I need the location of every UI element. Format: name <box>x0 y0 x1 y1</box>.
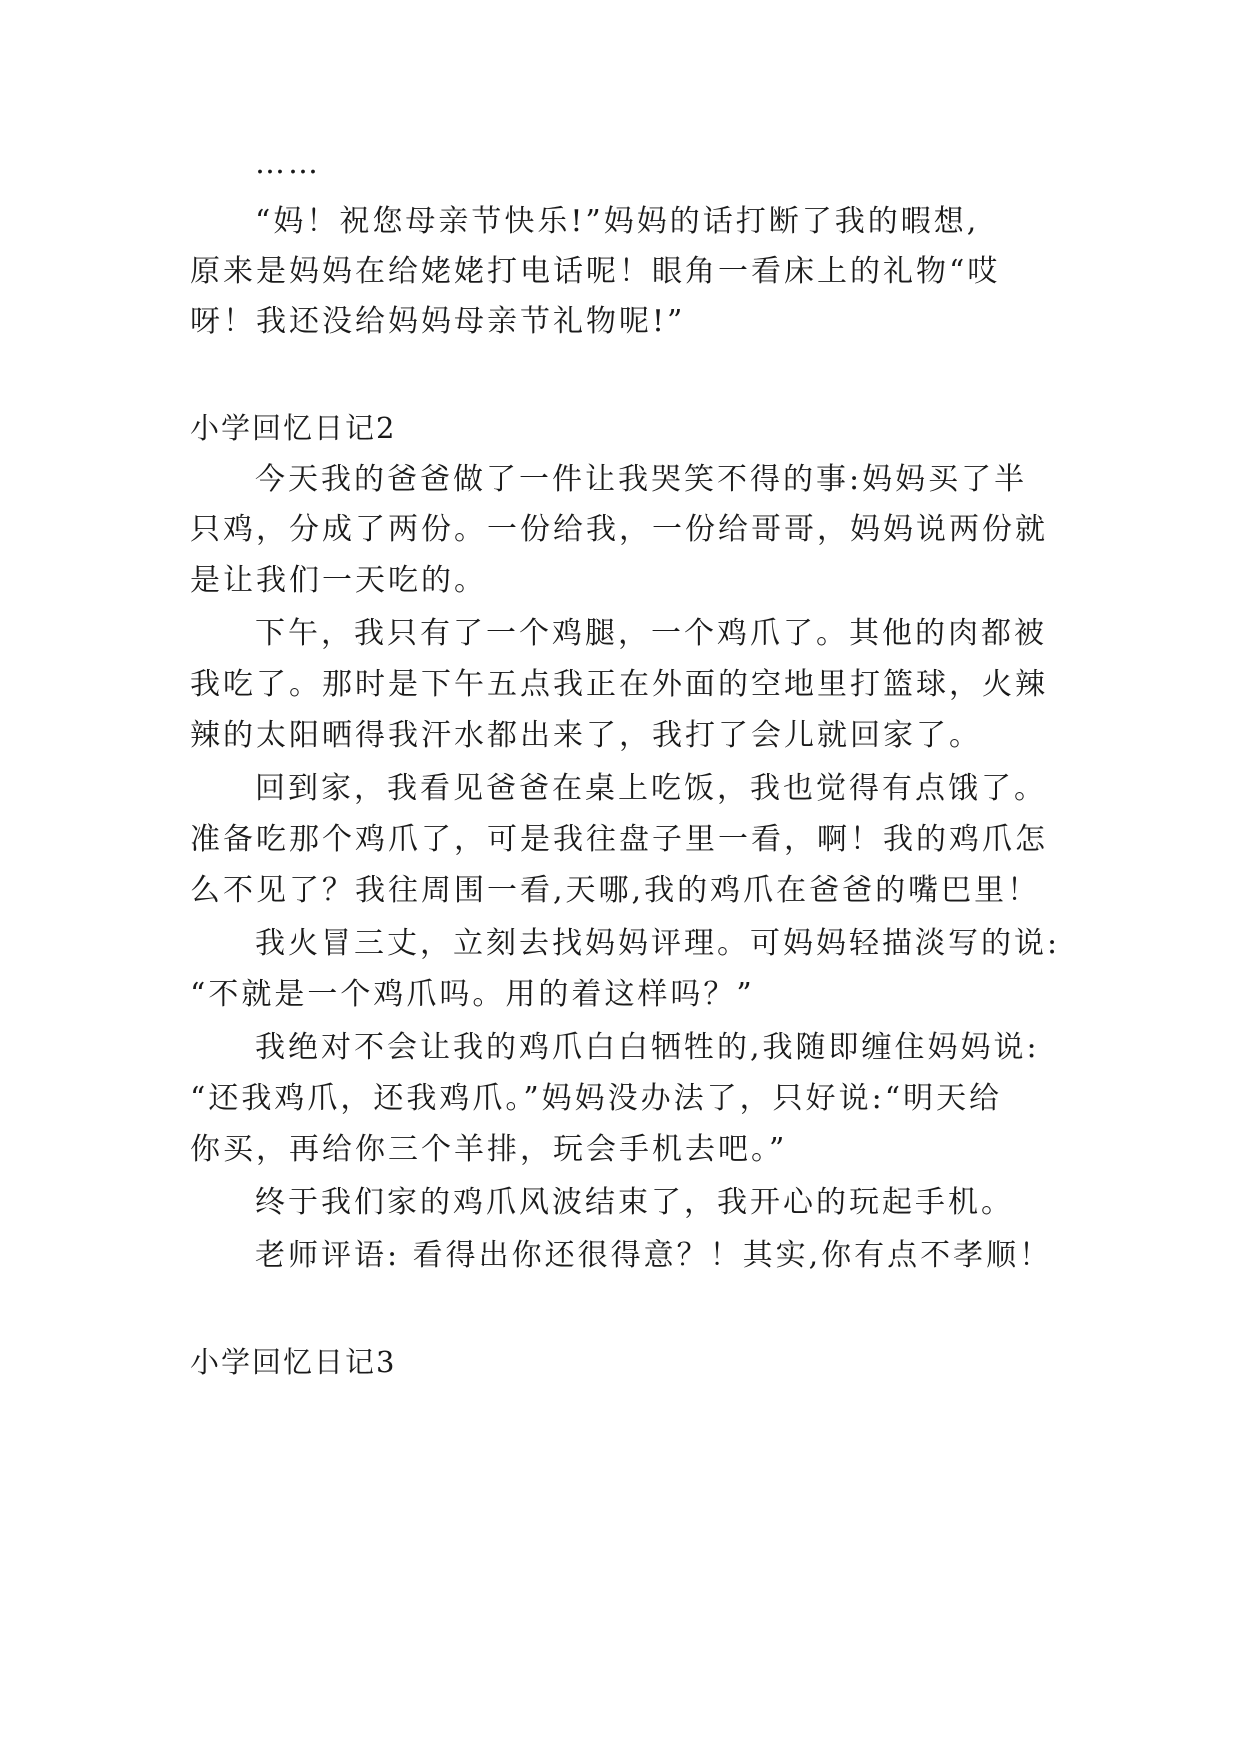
paragraph-line: “不就是一个鸡爪吗。用的着这样吗？” <box>190 977 755 1012</box>
paragraph-line: “还我鸡爪，还我鸡爪。”妈妈没办法了，只好说:“明天给 <box>190 1081 1003 1116</box>
teacher-comment: 老师评语: 看得出你还很得意？！其实,你有点不孝顺！ <box>255 1238 1053 1273</box>
section-heading: 小学回忆日记3 <box>190 1345 397 1379</box>
paragraph-line: 你买，再给你三个羊排，玩会手机去吧。” <box>190 1132 788 1167</box>
section-heading: 小学回忆日记2 <box>190 411 397 445</box>
paragraph-line: 是让我们一天吃的。 <box>190 563 487 598</box>
paragraph-line: 今天我的爸爸做了一件让我哭笑不得的事:妈妈买了半 <box>255 462 1028 497</box>
paragraph-line: 我绝对不会让我的鸡爪白白牺牲的,我随即缠住妈妈说: <box>255 1030 1040 1065</box>
paragraph-line: “妈！祝您母亲节快乐!”妈妈的话打断了我的暇想, <box>255 204 980 239</box>
paragraph-line: 原来是妈妈在给姥姥打电话呢！眼角一看床上的礼物“哎 <box>190 254 1001 289</box>
paragraph-line: 准备吃那个鸡爪了，可是我往盘子里一看，啊！我的鸡爪怎 <box>190 822 1048 857</box>
paragraph-line: 我吃了。那时是下午五点我正在外面的空地里打篮球，火辣 <box>190 667 1048 702</box>
paragraph-line: 回到家，我看见爸爸在桌上吃饭，我也觉得有点饿了。 <box>255 771 1047 806</box>
paragraph-line: 下午，我只有了一个鸡腿，一个鸡爪了。其他的肉都被 <box>255 616 1047 651</box>
paragraph-line: 终于我们家的鸡爪风波结束了，我开心的玩起手机。 <box>255 1185 1014 1220</box>
paragraph-line: 么不见了？我往周围一看,天哪,我的鸡爪在爸爸的嘴巴里！ <box>190 873 1041 908</box>
paragraph-line: 我火冒三丈，立刻去找妈妈评理。可妈妈轻描淡写的说: <box>255 926 1061 961</box>
ellipsis-line: …… <box>255 146 321 181</box>
paragraph-line: 辣的太阳晒得我汗水都出来了，我打了会儿就回家了。 <box>190 718 982 753</box>
paragraph-line: 呀！我还没给妈妈母亲节礼物呢!” <box>190 304 686 339</box>
paragraph-line: 只鸡，分成了两份。一份给我，一份给哥哥，妈妈说两份就 <box>190 512 1048 547</box>
